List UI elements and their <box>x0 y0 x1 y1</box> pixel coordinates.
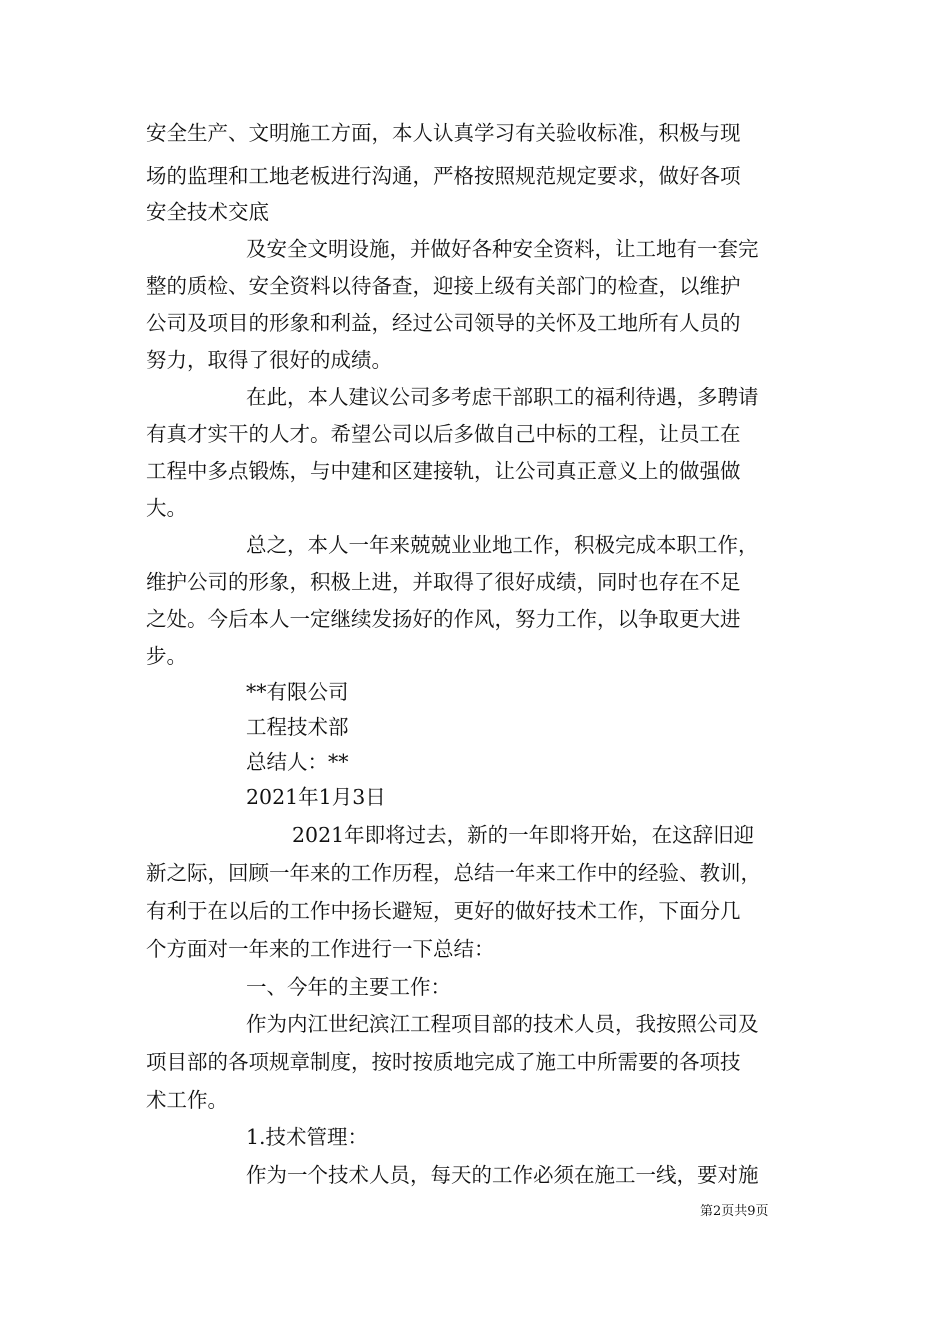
text-line: 2021年即将过去，新的一年即将开始，在这辞旧迎 <box>292 823 755 847</box>
text-line: 大。 <box>146 496 187 520</box>
text-line: 有利于在以后的工作中扬长避短，更好的做好技术工作，下面分几 <box>146 899 741 923</box>
date-line: 2021年1月3日 <box>246 785 386 809</box>
text-line: 总之，本人一年来兢兢业业地工作，积极完成本职工作， <box>246 533 759 557</box>
department-name: 工程技术部 <box>246 715 349 739</box>
text-line: 工程中多点锻炼，与中建和区建接轨，让公司真正意义上的做强做 <box>146 459 741 483</box>
text-line: 之处。今后本人一定继续发扬好的作风，努力工作，以争取更大进 <box>146 607 741 631</box>
text-line: 作为内江世纪滨江工程项目部的技术人员，我按照公司及 <box>246 1012 759 1036</box>
text-line: 新之际，回顾一年来的工作历程，总结一年来工作中的经验、教训， <box>146 861 761 885</box>
text-line: 在此，本人建议公司多考虑干部职工的福利待遇，多聘请 <box>246 385 759 409</box>
text-line: 整的质检、安全资料以待备查，迎接上级有关部门的检查，以维护 <box>146 274 741 298</box>
page-number: 第2页共9页 <box>700 1204 769 1219</box>
text-line: 公司及项目的形象和利益，经过公司领导的关怀及工地所有人员的 <box>146 311 741 335</box>
text-line: 场的监理和工地老板进行沟通，严格按照规范规定要求，做好各项 <box>146 164 741 188</box>
company-name: **有限公司 <box>246 680 349 704</box>
section-heading: 一、今年的主要工作： <box>246 975 451 999</box>
text-line: 作为一个技术人员，每天的工作必须在施工一线，要对施 <box>246 1163 759 1187</box>
text-line: 术工作。 <box>146 1088 228 1112</box>
text-line: 努力，取得了很好的成绩。 <box>146 348 392 372</box>
text-line: 维护公司的形象，积极上进，并取得了很好成绩，同时也存在不足 <box>146 570 741 594</box>
text-line: 安全生产、文明施工方面，本人认真学习有关验收标准，积极与现 <box>146 121 741 145</box>
subsection-heading: 1.技术管理： <box>246 1125 369 1149</box>
text-line: 有真才实干的人才。希望公司以后多做自己中标的工程，让员工在 <box>146 422 741 446</box>
text-line: 安全技术交底 <box>146 200 269 224</box>
author-line: 总结人：** <box>246 750 349 774</box>
text-line: 及安全文明设施，并做好各种安全资料，让工地有一套完 <box>246 237 759 261</box>
text-line: 个方面对一年来的工作进行一下总结： <box>146 937 495 961</box>
text-line: 步。 <box>146 644 187 668</box>
text-line: 项目部的各项规章制度，按时按质地完成了施工中所需要的各项技 <box>146 1050 741 1074</box>
